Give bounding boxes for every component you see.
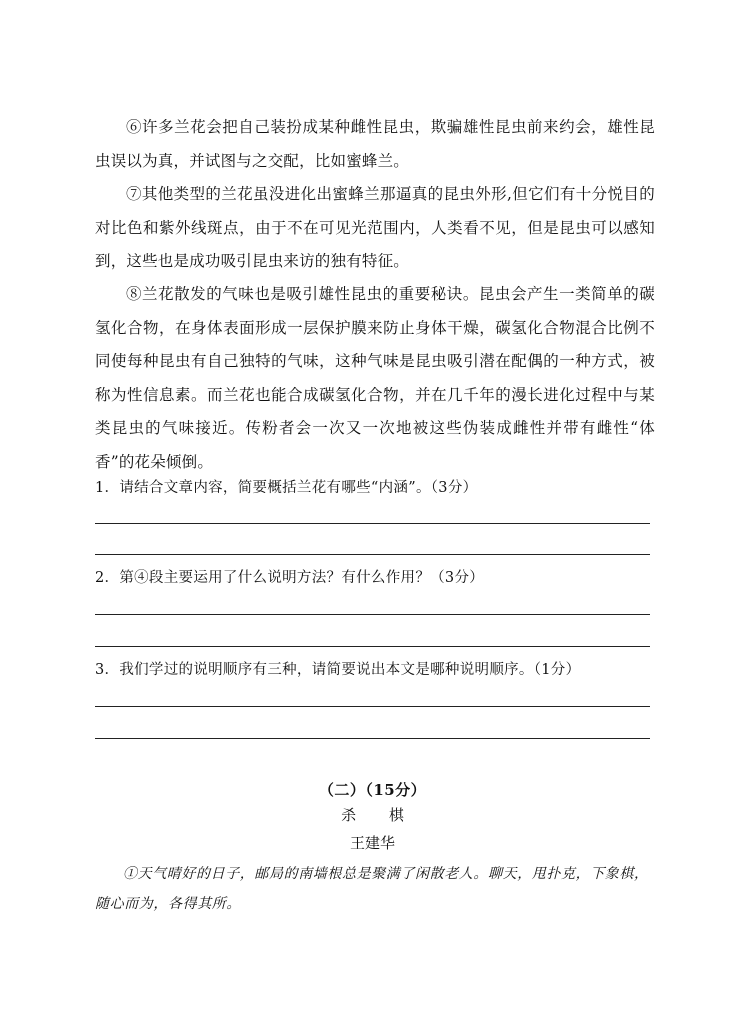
answer-line[interactable] — [95, 523, 650, 524]
answer-line[interactable] — [95, 738, 650, 739]
question-2: 2．第④段主要运用了什么说明方法？有什么作用？（3分） — [95, 570, 485, 586]
answer-line[interactable] — [95, 706, 650, 707]
story-paragraph-1: ①天气晴好的日子，邮局的南墙根总是聚满了闲散老人。聊天，甩扑克，下象棋，随心而为，各得其所。 — [95, 866, 649, 912]
paragraph-7: ⑦其他类型的兰花虽没进化出蜜蜂兰那逼真的昆虫外形,但它们有十分悦目的对比色和紫外线斑点，由于不在可见光范围内，人类看不见，但是昆虫可以感知到，这些也是成功吸引昆虫来访的独有特征。 — [95, 185, 655, 270]
paragraph-8: ⑧兰花散发的气味也是吸引雄性昆虫的重要秘诀。昆虫会产生一类简单的碳氢化合物，在身体表面形成一层保护膜来防止身体干燥，碳氢化合物混合比例不同使每种昆虫有自己独特的气味，这种气味是昆虫吸引潜在配偶的一种方式，被称为性信息素。而兰花也能合成碳氢化合物，并在几千年的漫长进化过程中与某类昆虫的气味接近。传粉者会一次又一次地被这些伪装成雌性并带有雌性“体香”的花朵倾倒。 — [95, 285, 655, 471]
story-title: 杀 棋 — [341, 806, 418, 824]
answer-line[interactable] — [95, 554, 650, 555]
section-heading: （二）（15分） — [318, 781, 427, 799]
question-3: 3．我们学过的说明顺序有三种，请简要说出本文是哪种说明顺序。（1分） — [95, 662, 581, 678]
answer-line[interactable] — [95, 646, 650, 647]
story-author: 王建华 — [349, 834, 395, 852]
paragraph-6: ⑥许多兰花会把自己装扮成某种雌性昆虫，欺骗雄性昆虫前来约会，雄性昆虫误以为真，并试图与之交配，比如蜜蜂兰。 — [95, 118, 655, 170]
answer-line[interactable] — [95, 614, 650, 615]
question-1: 1．请结合文章内容，简要概括兰花有哪些“内涵”。（3分） — [95, 480, 478, 496]
